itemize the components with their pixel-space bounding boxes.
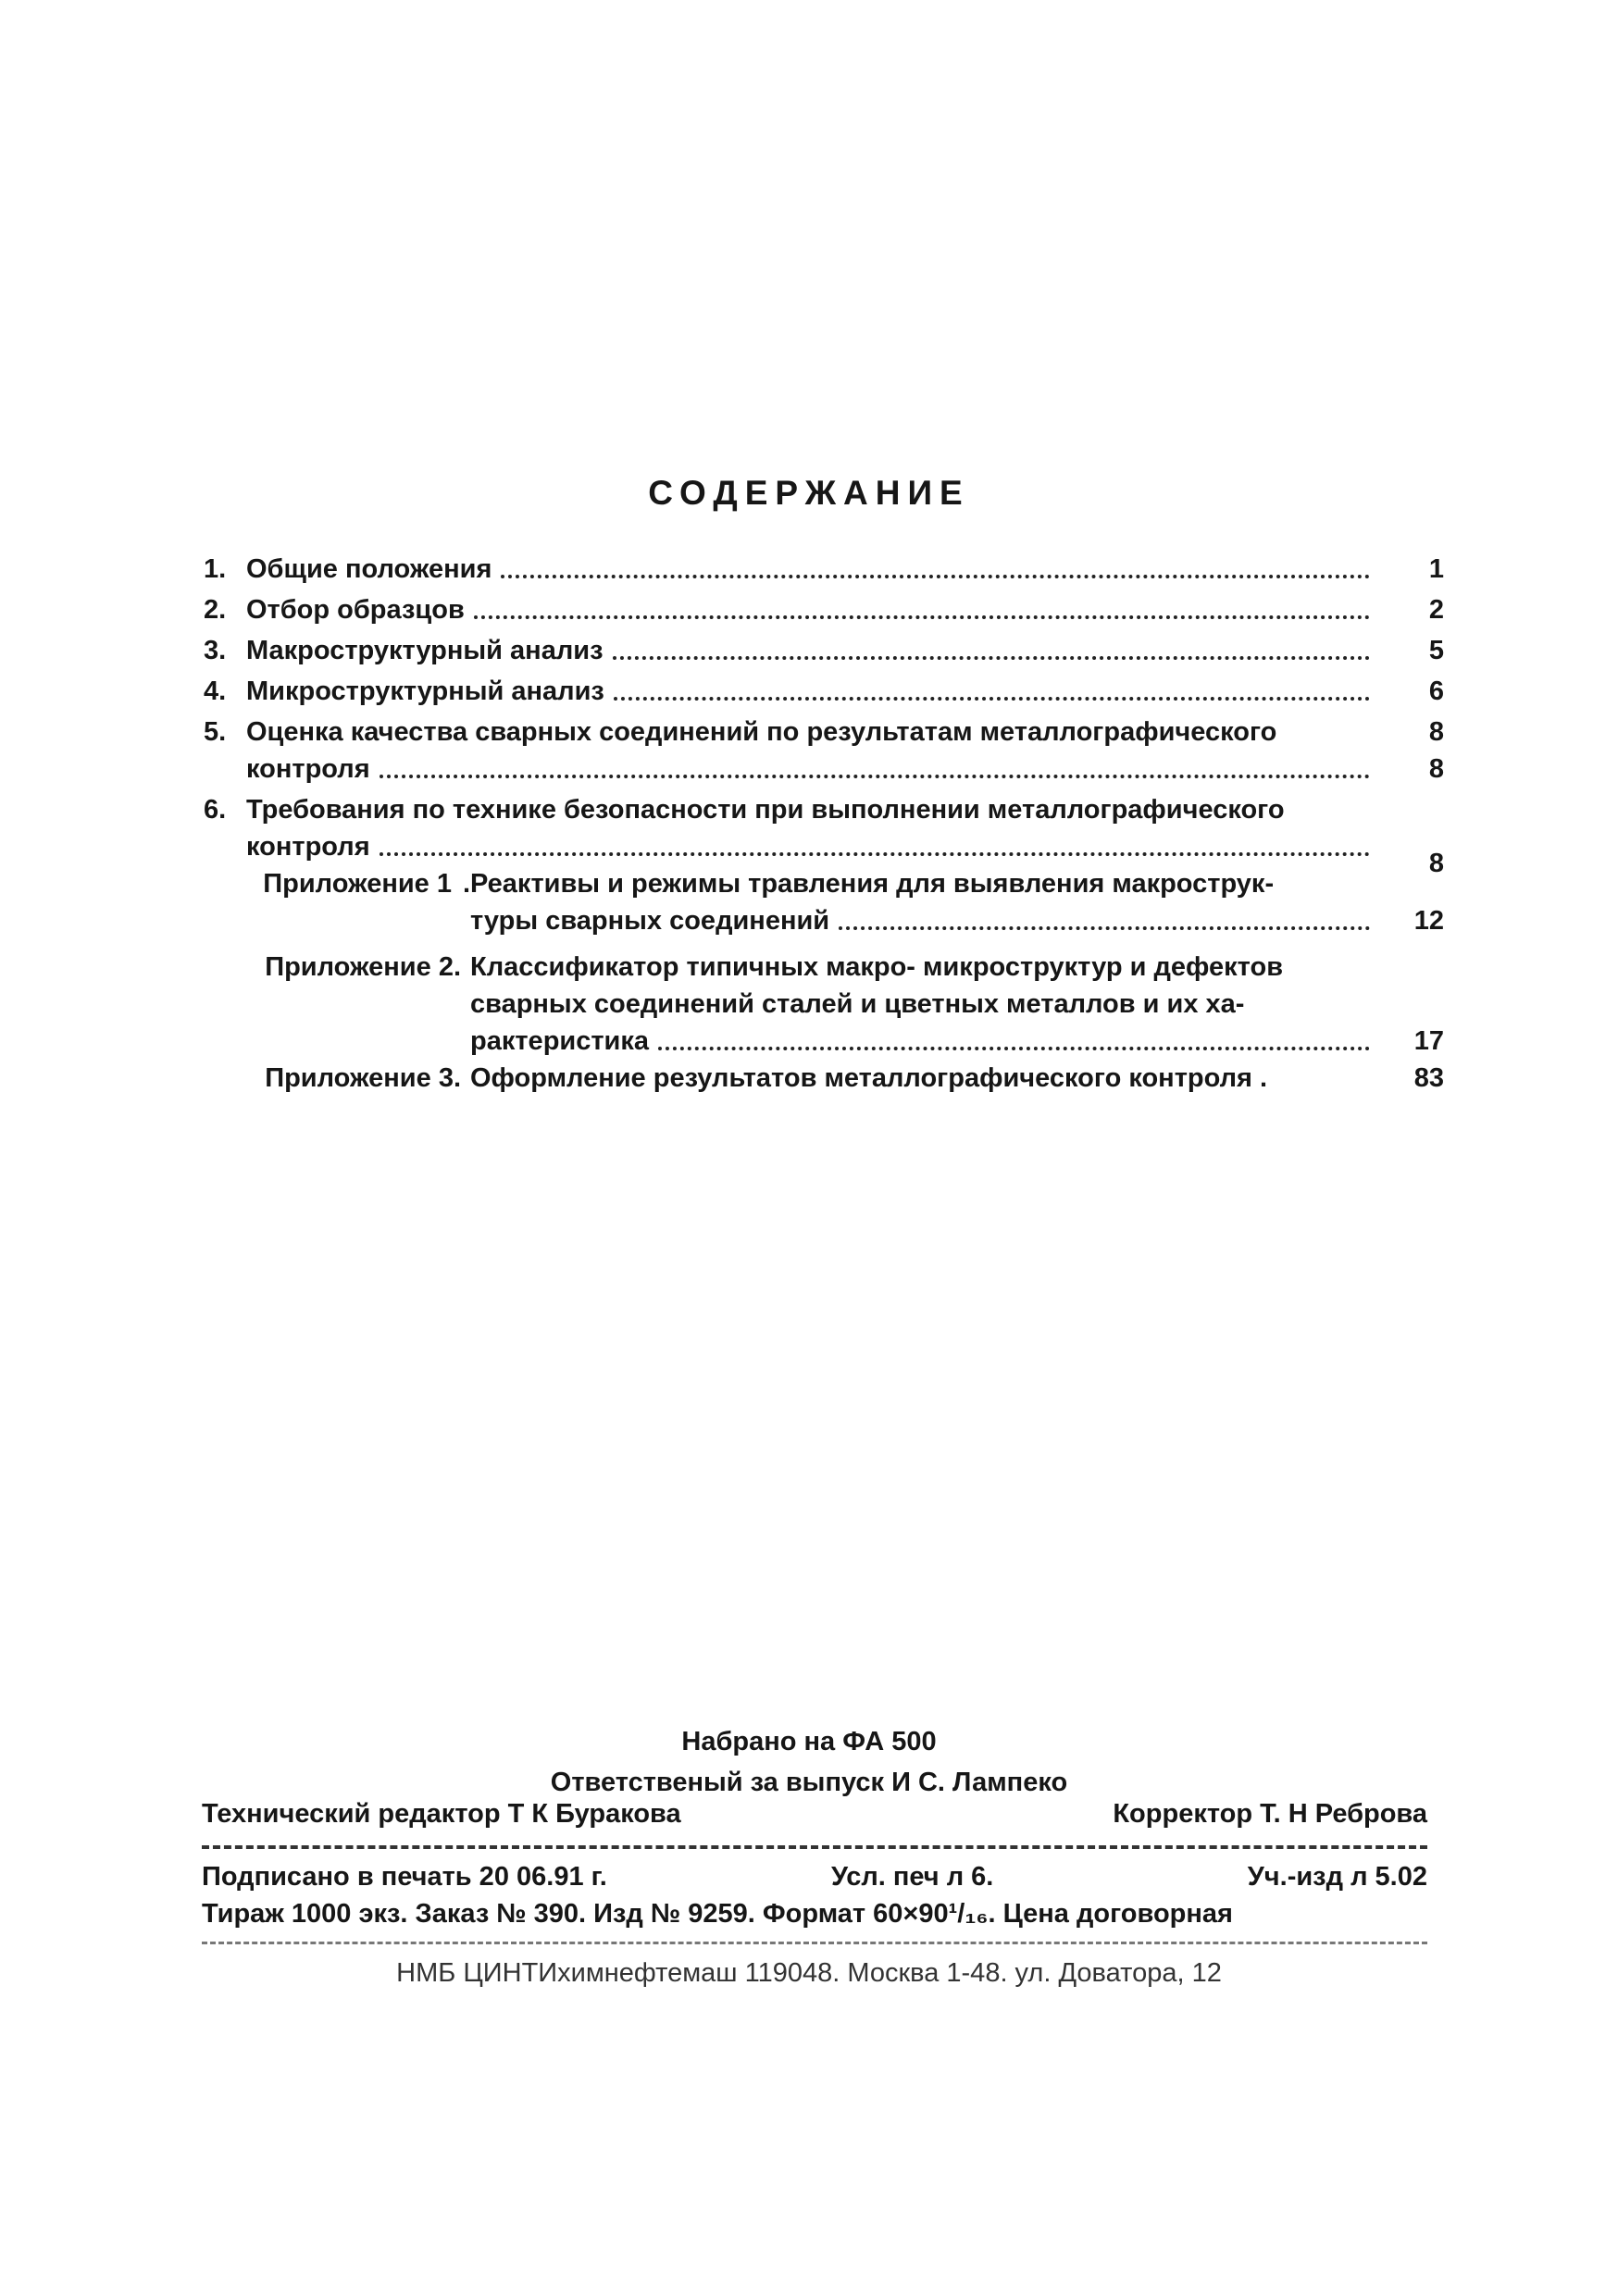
dot-leader bbox=[501, 571, 1370, 578]
toc-text: Отбор образцов bbox=[246, 595, 468, 625]
appendix-text: туры сварных соединений bbox=[470, 906, 833, 936]
appendix-text: сварных соединений сталей и цветных металлов и их ха- bbox=[470, 989, 1248, 1019]
print-data-line bbox=[202, 1862, 1427, 1895]
toc-entry-6 bbox=[204, 792, 1444, 827]
dot-leader bbox=[839, 923, 1370, 930]
appendix-2-continued bbox=[204, 1024, 1444, 1059]
appendix-label: Приложение 3. bbox=[265, 1063, 461, 1093]
toc-number: 3. bbox=[204, 636, 227, 665]
appendix-3-entry bbox=[204, 1061, 1444, 1096]
appendix-page-number: 83 bbox=[1413, 1063, 1444, 1093]
toc-text: Общие положения bbox=[246, 554, 495, 584]
printer-address: НМБ ЦИНТИхимнефтемаш 119048. Москва 1-48. ул. Доватора, 12 bbox=[396, 1958, 1222, 1988]
toc-page-number: 8 bbox=[1428, 717, 1444, 747]
corrector: Корректор Т. Н Реброва bbox=[1113, 1799, 1427, 1829]
signed-to-print: Подписано в печать 20 06.91 г. bbox=[202, 1862, 607, 1892]
toc-text: Микроструктурный анализ bbox=[246, 676, 608, 706]
appendix-text: рактеристика bbox=[470, 1026, 653, 1056]
toc-page-number: 8 bbox=[1428, 849, 1444, 878]
toc-page-number: 5 bbox=[1428, 636, 1444, 665]
toc-number: 1. bbox=[204, 554, 227, 584]
dot-leader bbox=[613, 652, 1370, 660]
toc-text: Требования по технике безопасности при выполнении металлографического bbox=[246, 795, 1288, 825]
toc-page-number: 8 bbox=[1428, 754, 1444, 784]
print-run-line bbox=[202, 1899, 1427, 1932]
toc-entry-6-continued bbox=[204, 829, 1444, 878]
appendix-page-number: 12 bbox=[1413, 906, 1444, 936]
toc-entry-5-continued bbox=[204, 751, 1444, 787]
toc-text: контроля bbox=[246, 754, 374, 784]
appendix-text: Оформление результатов металлографического контроля . bbox=[470, 1063, 1271, 1093]
dot-leader bbox=[474, 612, 1370, 619]
toc-page-number: 6 bbox=[1428, 676, 1444, 706]
appendix-1-continued bbox=[204, 903, 1444, 938]
toc-number: 5. bbox=[204, 717, 227, 747]
toc-text: контроля bbox=[246, 832, 374, 862]
dashed-separator bbox=[202, 1845, 1427, 1849]
toc-entry-5 bbox=[204, 714, 1444, 750]
appendix-text: Классификатор типичных макро- микроструктур и дефектов bbox=[470, 952, 1287, 982]
responsible-person: Ответственый за выпуск И С. Лампеко bbox=[550, 1768, 1068, 1797]
appendix-label: Приложение 2. bbox=[265, 952, 461, 982]
toc-entry-2 bbox=[204, 592, 1444, 627]
toc-text: Оценка качества сварных соединений по результатам металлографического bbox=[246, 717, 1280, 747]
technical-editor: Технический редактор Т К Буракова bbox=[202, 1799, 681, 1829]
appendix-label: Приложение 1 bbox=[263, 869, 452, 899]
print-run-details: Тираж 1000 экз. Заказ № 390. Изд № 9259. Формат 60×90¹/₁₆. Цена договорная bbox=[202, 1899, 1233, 1929]
appendix-2-continued bbox=[204, 987, 1444, 1022]
dot-leader bbox=[614, 693, 1370, 701]
toc-entry-4 bbox=[204, 674, 1444, 709]
contents-title: СОДЕРЖАНИЕ bbox=[648, 474, 970, 512]
toc-entry-3 bbox=[204, 633, 1444, 668]
toc-page-number: 1 bbox=[1428, 554, 1444, 584]
printed-sheets: Усл. печ л 6. bbox=[831, 1862, 994, 1892]
appendix-text: .Реактивы и режимы травления для выявления макрострук- bbox=[463, 869, 1277, 899]
dot-leader bbox=[380, 771, 1370, 778]
toc-number: 6. bbox=[204, 795, 227, 825]
toc-entry-1 bbox=[204, 552, 1444, 587]
publisher-sheets: Уч.-изд л 5.02 bbox=[1247, 1862, 1427, 1892]
toc-page-number: 2 bbox=[1428, 595, 1444, 625]
appendix-2-entry bbox=[204, 949, 1444, 985]
toc-number: 4. bbox=[204, 676, 227, 706]
appendix-page-number: 17 bbox=[1413, 1026, 1444, 1056]
toc-number: 2. bbox=[204, 595, 227, 625]
toc-text: Макроструктурный анализ bbox=[246, 636, 607, 665]
dot-leader bbox=[658, 1043, 1370, 1050]
appendix-1-entry bbox=[204, 866, 1444, 901]
dashed-separator bbox=[202, 1942, 1427, 1944]
editors-line bbox=[202, 1799, 1427, 1832]
typeset-note: Набрано на ФА 500 bbox=[681, 1727, 937, 1756]
dot-leader bbox=[380, 849, 1370, 856]
